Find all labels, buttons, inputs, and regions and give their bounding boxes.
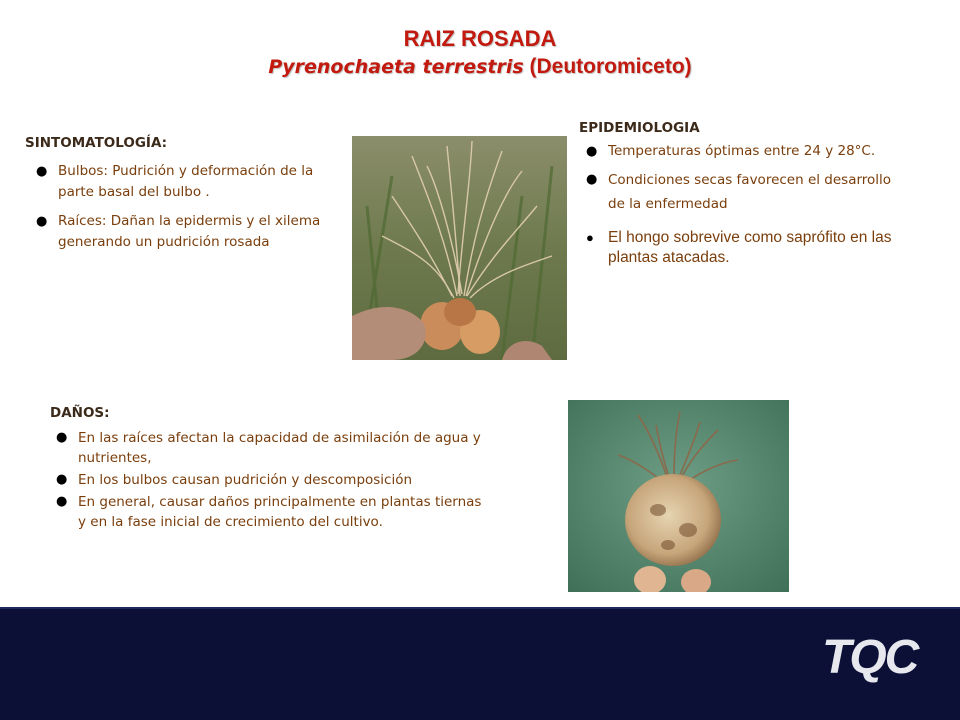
onion-bulb-photo <box>568 400 789 592</box>
sintomatologia-heading: SINTOMATOLOGÍA: <box>25 135 168 151</box>
bullet-icon: ● <box>56 472 68 487</box>
sintomatologia-list <box>32 161 344 253</box>
bullet-icon: ● <box>586 144 598 159</box>
epidemiologia-heading: EPIDEMIOLOGIA <box>579 120 700 136</box>
tqc-logo: TQC <box>822 631 918 684</box>
list-item: ● Raíces: Dañan la epidermis y el xilema generando un pudrición rosada <box>36 213 321 250</box>
fungus-group: (Deutoromiceto) <box>523 55 692 78</box>
scientific-name: Pyrenochaeta terrestris <box>268 56 524 78</box>
bullet-icon: ● <box>586 172 598 187</box>
bullet-icon: ● <box>36 164 48 179</box>
bullet-icon: ● <box>56 494 68 509</box>
bullet-icon: ● <box>56 430 68 445</box>
bullet-icon: ● <box>586 230 594 245</box>
danos-heading: DAÑOS: <box>50 405 110 421</box>
list-item: ● En general, causar daños principalmente en plantas tiernas y en la fase inicial de crecimiento del cultivo. <box>56 494 482 530</box>
danos-list <box>52 428 492 532</box>
list-item: ● El hongo sobrevive como saprófito en las plantas atacadas. <box>586 229 892 266</box>
list-item: ● Condiciones secas favorecen el desarrollo de la enfermedad <box>582 168 912 216</box>
slide-subtitle <box>0 55 960 79</box>
footer-bar <box>0 607 960 720</box>
footer-divider <box>0 607 960 609</box>
list-item: ● En los bulbos causan pudrición y descomposición <box>56 472 413 488</box>
list-item: ● Bulbos: Pudrición y deformación de la parte basal del bulbo . <box>36 163 314 200</box>
slide-title: RAIZ ROSADA <box>403 26 557 51</box>
onion-roots-photo <box>352 136 567 360</box>
epidemiologia-list <box>582 141 912 268</box>
bullet-icon: ● <box>36 214 48 229</box>
list-item: ● Temperaturas óptimas entre 24 y 28°C. <box>582 141 912 162</box>
list-item: ● En las raíces afectan la capacidad de asimilación de agua y nutrientes, <box>56 430 481 466</box>
